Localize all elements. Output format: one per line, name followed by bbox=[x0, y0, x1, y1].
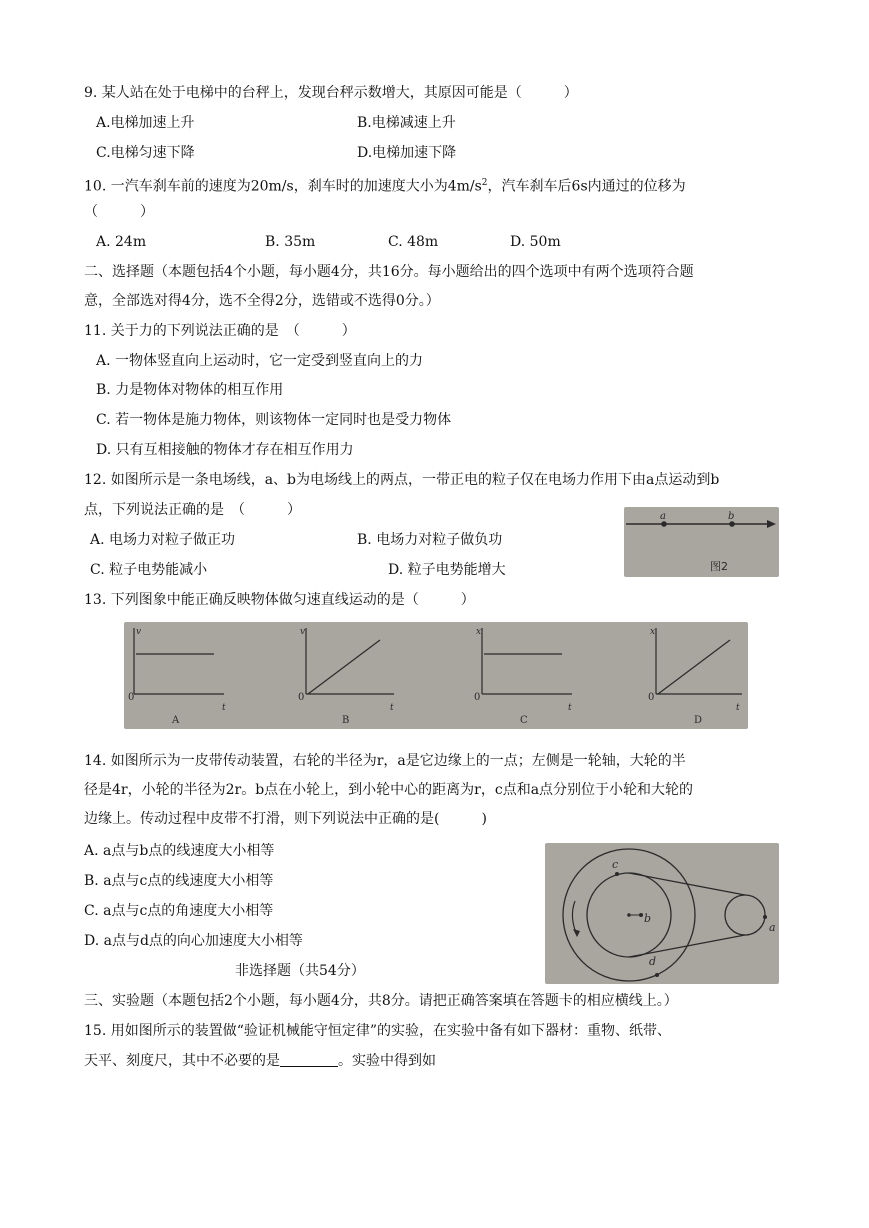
q9-option-b: B.电梯减速上升 bbox=[357, 115, 456, 131]
svg-text:x: x bbox=[650, 627, 656, 637]
q15-line1: 15. 用如图所示的装置做“验证机械能守恒定律”的实验，在实验中备有如下器材：重物、纸带、 bbox=[84, 1023, 672, 1039]
q14-stem-line3: 边缘上。传动过程中皮带不打滑，则下列说法中正确的是( ) bbox=[84, 811, 487, 827]
graph-a-letter: A bbox=[172, 715, 180, 726]
q11-option-a: A. 一物体竖直向上运动时，它一定受到竖直向上的力 bbox=[96, 353, 424, 369]
svg-text:t: t bbox=[568, 703, 572, 713]
section2-heading-line1: 二、选择题（本题包括4个小题，每小题4分，共16分。每小题给出的四个选项中有两个选项符合题 bbox=[84, 264, 694, 280]
graph-d bbox=[648, 627, 742, 726]
graph-c-letter: C bbox=[520, 715, 528, 726]
q9-option-a: A.电梯加速上升 bbox=[96, 115, 195, 131]
svg-text:x: x bbox=[476, 627, 482, 637]
svg-text:v: v bbox=[136, 627, 142, 637]
q11-stem: 11. 关于力的下列说法正确的是 （ ） bbox=[84, 323, 356, 339]
belt-point-a-label: a bbox=[769, 921, 776, 934]
q12-option-d: D. 粒子电势能增大 bbox=[388, 562, 506, 578]
electric-field-line-figure bbox=[624, 507, 779, 577]
q12-stem-line2: 点，下列说法正确的是 （ ） bbox=[84, 502, 301, 518]
q11-option-c: C. 若一物体是施力物体，则该物体一定同时也是受力物体 bbox=[96, 412, 452, 428]
q14-option-d: D. a点与d点的向心加速度大小相等 bbox=[84, 933, 303, 949]
svg-text:t: t bbox=[222, 703, 226, 713]
q14-stem-line1: 14. 如图所示为一皮带传动装置，右轮的半径为r，a是它边缘上的一点；左侧是一轮轴，大轮的半 bbox=[84, 753, 686, 769]
belt-drive-figure bbox=[545, 843, 779, 984]
svg-text:t: t bbox=[390, 703, 394, 713]
graph-b bbox=[298, 627, 394, 726]
graph-c bbox=[474, 627, 572, 726]
belt-point-d-label: d bbox=[649, 955, 657, 968]
q10-option-a: A. 24m bbox=[96, 234, 147, 250]
q9-stem: 9. 某人站在处于电梯中的台秤上，发现台秤示数增大，其原因可能是（ ） bbox=[84, 85, 578, 101]
svg-text:v: v bbox=[300, 627, 306, 637]
q10-option-c: C. 48m bbox=[388, 234, 439, 250]
nonchoice-heading: 非选择题（共54分） bbox=[235, 963, 365, 979]
figure-caption: 图2 bbox=[710, 560, 728, 573]
svg-text:0: 0 bbox=[298, 692, 305, 703]
graph-d-letter: D bbox=[694, 715, 703, 726]
belt-point-b-label: b bbox=[644, 912, 652, 925]
svg-text:0: 0 bbox=[128, 692, 135, 703]
svg-text:t: t bbox=[736, 703, 740, 713]
q10-stem: 10. 一汽车刹车前的速度为20m/s，刹车时的加速度大小为$4m/s^2$，汽车刹车后6s内通过的位移为 bbox=[84, 178, 686, 195]
field-point-a-label: a bbox=[660, 511, 666, 522]
answer-blank[interactable] bbox=[280, 1052, 338, 1067]
q13-stem: 13. 下列图象中能正确反映物体做匀速直线运动的是（ ） bbox=[84, 592, 475, 608]
q14-option-b: B. a点与c点的线速度大小相等 bbox=[84, 873, 274, 889]
field-point-b-label: b bbox=[728, 511, 735, 522]
q15-line2: 天平、刻度尺，其中不必要的是 。实验中得到如 bbox=[84, 1053, 436, 1069]
q12-option-c: C. 粒子电势能减小 bbox=[90, 562, 208, 578]
q12-stem-line1: 12. 如图所示是一条电场线，a、b为电场线上的两点，一带正电的粒子仅在电场力作用下由a点运动到b bbox=[84, 472, 720, 488]
section2-heading-line2: 意，全部选对得4分，选不全得2分，选错或不选得0分。） bbox=[84, 293, 440, 309]
q14-stem-line2: 径是4r，小轮的半径为2r。b点在小轮上，到小轮中心的距离为r，c点和a点分别位于小轮和大轮的 bbox=[84, 782, 694, 798]
svg-text:0: 0 bbox=[474, 692, 481, 703]
section3-heading: 三、实验题（本题包括2个小题，每小题4分，共8分。请把正确答案填在答题卡的相应横线上。） bbox=[84, 993, 678, 1009]
graph-a bbox=[128, 627, 226, 726]
q9-option-d: D.电梯加速下降 bbox=[357, 145, 457, 161]
q11-option-b: B. 力是物体对物体的相互作用 bbox=[96, 382, 284, 398]
motion-graphs-figure bbox=[124, 622, 748, 729]
belt-point-c-label: c bbox=[612, 858, 619, 871]
q10-paren: （ ） bbox=[84, 204, 154, 220]
q10-option-d: D. 50m bbox=[510, 234, 561, 250]
q9-option-c: C.电梯匀速下降 bbox=[96, 145, 195, 161]
graph-b-letter: B bbox=[342, 715, 350, 726]
q11-option-d: D. 只有互相接触的物体才存在相互作用力 bbox=[96, 442, 354, 458]
q12-option-b: B. 电场力对粒子做负功 bbox=[357, 532, 503, 548]
q14-option-a: A. a点与b点的线速度大小相等 bbox=[84, 843, 275, 859]
svg-text:0: 0 bbox=[648, 692, 655, 703]
q10-option-b: B. 35m bbox=[265, 234, 316, 250]
q12-option-a: A. 电场力对粒子做正功 bbox=[90, 532, 236, 548]
q14-option-c: C. a点与c点的角速度大小相等 bbox=[84, 903, 274, 919]
